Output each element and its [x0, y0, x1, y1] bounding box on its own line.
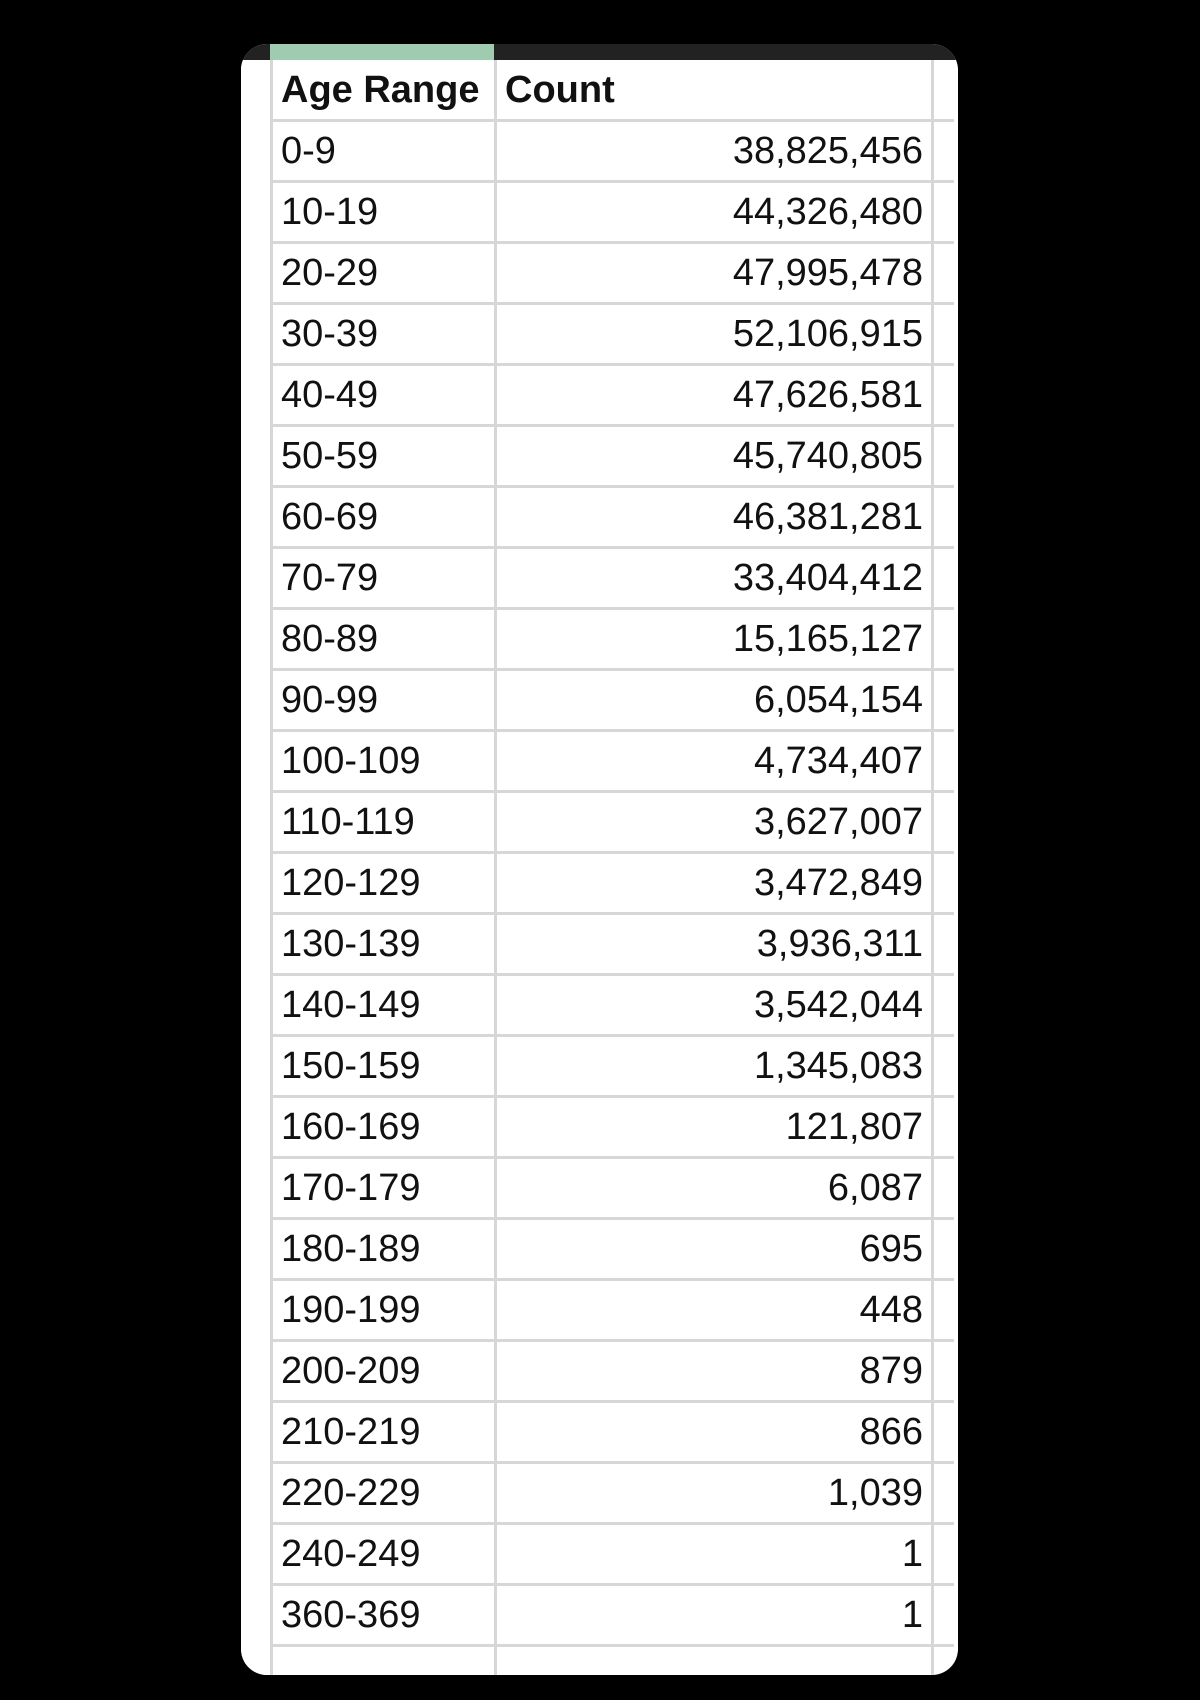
empty-cell[interactable] [933, 426, 954, 487]
empty-cell[interactable] [933, 731, 954, 792]
empty-cell[interactable] [272, 1646, 496, 1676]
empty-cell[interactable] [933, 1646, 954, 1676]
count-cell[interactable]: 47,995,478 [496, 243, 933, 304]
empty-cell[interactable] [933, 304, 954, 365]
table-row [272, 1402, 954, 1463]
age-range-cell[interactable]: 0-9 [272, 121, 496, 182]
empty-cell[interactable] [933, 1036, 954, 1097]
header-count[interactable]: Count [496, 60, 933, 121]
age-range-cell[interactable]: 210-219 [272, 1402, 496, 1463]
count-cell[interactable]: 6,087 [496, 1158, 933, 1219]
empty-cell[interactable] [933, 1463, 954, 1524]
empty-cell[interactable] [933, 975, 954, 1036]
age-range-cell[interactable]: 140-149 [272, 975, 496, 1036]
table-row [272, 304, 954, 365]
age-range-cell[interactable]: 240-249 [272, 1524, 496, 1585]
table-row [272, 914, 954, 975]
count-cell[interactable]: 695 [496, 1219, 933, 1280]
empty-cell[interactable] [933, 1524, 954, 1585]
empty-cell[interactable] [933, 1219, 954, 1280]
count-cell[interactable]: 3,936,311 [496, 914, 933, 975]
table-row [272, 1463, 954, 1524]
empty-cell[interactable] [933, 548, 954, 609]
age-range-cell[interactable]: 160-169 [272, 1097, 496, 1158]
count-cell[interactable]: 3,472,849 [496, 853, 933, 914]
column-header-bar [241, 44, 958, 60]
age-range-cell[interactable]: 60-69 [272, 487, 496, 548]
count-cell[interactable]: 47,626,581 [496, 365, 933, 426]
table-row [272, 1524, 954, 1585]
age-range-cell[interactable]: 220-229 [272, 1463, 496, 1524]
empty-cell[interactable] [933, 1158, 954, 1219]
table-row [272, 1097, 954, 1158]
age-range-cell[interactable]: 130-139 [272, 914, 496, 975]
table-row [272, 1219, 954, 1280]
age-range-cell[interactable]: 90-99 [272, 670, 496, 731]
spreadsheet-grid [270, 60, 954, 1675]
count-cell[interactable]: 38,825,456 [496, 121, 933, 182]
age-range-cell[interactable]: 360-369 [272, 1585, 496, 1646]
table-row [272, 121, 954, 182]
count-cell[interactable]: 33,404,412 [496, 548, 933, 609]
table-row [272, 670, 954, 731]
age-range-cell[interactable]: 40-49 [272, 365, 496, 426]
table-row [272, 853, 954, 914]
header-row [272, 60, 954, 121]
table-row [272, 975, 954, 1036]
age-range-cell[interactable]: 70-79 [272, 548, 496, 609]
column-header-a-selected[interactable] [270, 44, 494, 60]
age-range-cell[interactable]: 20-29 [272, 243, 496, 304]
row-header-strip [241, 60, 270, 1675]
age-range-cell[interactable]: 110-119 [272, 792, 496, 853]
table-row [272, 1158, 954, 1219]
table-row [272, 609, 954, 670]
table-row [272, 487, 954, 548]
age-range-cell[interactable]: 80-89 [272, 609, 496, 670]
age-range-cell[interactable]: 180-189 [272, 1219, 496, 1280]
count-cell[interactable]: 6,054,154 [496, 670, 933, 731]
empty-cell[interactable] [933, 1341, 954, 1402]
age-range-cell[interactable]: 120-129 [272, 853, 496, 914]
table-row [272, 792, 954, 853]
empty-cell[interactable] [933, 1280, 954, 1341]
table-row [272, 1341, 954, 1402]
count-cell[interactable]: 121,807 [496, 1097, 933, 1158]
age-range-cell[interactable]: 170-179 [272, 1158, 496, 1219]
table-body [272, 121, 954, 1676]
count-cell[interactable]: 1,039 [496, 1463, 933, 1524]
empty-cell[interactable] [933, 487, 954, 548]
count-cell[interactable]: 46,381,281 [496, 487, 933, 548]
table-row [272, 548, 954, 609]
empty-cell[interactable] [933, 609, 954, 670]
count-cell[interactable]: 448 [496, 1280, 933, 1341]
table-row [272, 182, 954, 243]
table-row [272, 243, 954, 304]
empty-cell[interactable] [933, 60, 954, 121]
empty-cell[interactable] [933, 792, 954, 853]
empty-cell[interactable] [933, 1585, 954, 1646]
table-row [272, 365, 954, 426]
empty-cell[interactable] [933, 121, 954, 182]
empty-cell[interactable] [933, 1097, 954, 1158]
age-range-cell[interactable]: 30-39 [272, 304, 496, 365]
count-cell[interactable]: 52,106,915 [496, 304, 933, 365]
empty-cell[interactable] [933, 182, 954, 243]
count-cell[interactable]: 879 [496, 1341, 933, 1402]
age-range-cell[interactable]: 10-19 [272, 182, 496, 243]
age-range-cell[interactable]: 150-159 [272, 1036, 496, 1097]
spreadsheet-window [241, 44, 958, 1675]
empty-cell[interactable] [933, 853, 954, 914]
empty-cell[interactable] [933, 1402, 954, 1463]
empty-cell[interactable] [933, 914, 954, 975]
empty-cell[interactable] [933, 243, 954, 304]
count-cell[interactable]: 3,627,007 [496, 792, 933, 853]
count-cell[interactable]: 866 [496, 1402, 933, 1463]
count-cell[interactable]: 1 [496, 1585, 933, 1646]
count-cell[interactable]: 1,345,083 [496, 1036, 933, 1097]
table-row [272, 731, 954, 792]
age-range-cell[interactable]: 100-109 [272, 731, 496, 792]
header-age-range[interactable]: Age Range [272, 60, 496, 121]
empty-cell[interactable] [933, 670, 954, 731]
empty-cell[interactable] [496, 1646, 933, 1676]
age-range-cell[interactable]: 200-209 [272, 1341, 496, 1402]
count-cell[interactable]: 15,165,127 [496, 609, 933, 670]
count-cell[interactable]: 1 [496, 1524, 933, 1585]
count-cell[interactable]: 45,740,805 [496, 426, 933, 487]
age-range-cell[interactable]: 50-59 [272, 426, 496, 487]
table-row [272, 1280, 954, 1341]
table-row [272, 1036, 954, 1097]
table-row [272, 1646, 954, 1676]
count-cell[interactable]: 3,542,044 [496, 975, 933, 1036]
empty-cell[interactable] [933, 365, 954, 426]
table-row [272, 426, 954, 487]
table-row [272, 1585, 954, 1646]
count-cell[interactable]: 4,734,407 [496, 731, 933, 792]
age-range-cell[interactable]: 190-199 [272, 1280, 496, 1341]
count-cell[interactable]: 44,326,480 [496, 182, 933, 243]
